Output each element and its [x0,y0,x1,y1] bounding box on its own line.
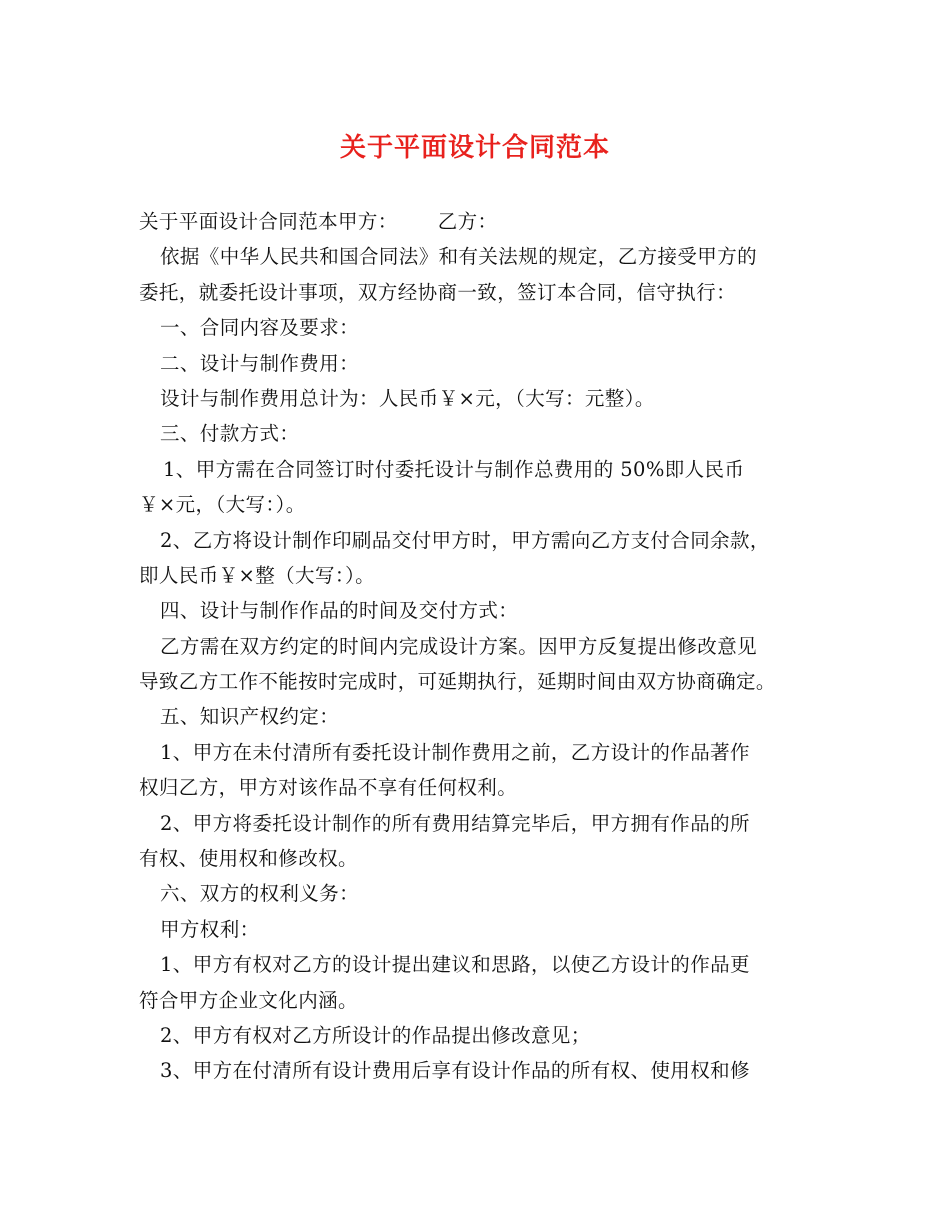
paragraph-line: 乙方需在双方约定的时间内完成设计方案。因甲方反复提出修改意见 [160,634,758,658]
section-heading: 一、合同内容及要求： [160,316,360,340]
paragraph-line: 导致乙方工作不能按时完成时，可延期执行，延期时间由双方协商确定。 [139,670,776,694]
section-heading: 六、双方的权利义务： [160,882,360,906]
paragraph-line: 即人民币￥×整（大写：）。 [139,563,376,587]
document-body [139,204,819,1089]
paragraph-line: 2、乙方将设计制作印刷品交付甲方时，甲方需向乙方支付合同余款， [160,528,770,552]
paragraph-line: 2、甲方有权对乙方所设计的作品提出修改意见； [160,1023,591,1047]
paragraph-line: 1、甲方有权对乙方的设计提出建议和思路，以使乙方设计的作品更 [160,953,750,977]
party-b-label: 乙方： [437,210,498,233]
paragraph-line: 依据《中华人民共和国合同法》和有关法规的规定，乙方接受甲方的 [160,245,758,269]
paragraph-line: 1、甲方在未付清所有委托设计制作费用之前，乙方设计的作品著作 [160,740,750,764]
section-heading: 五、知识产权约定： [160,705,340,729]
section-heading: 三、付款方式： [160,422,300,446]
section-heading: 二、设计与制作费用： [160,351,360,375]
party-a-label: 关于平面设计合同范本甲方： [139,210,398,233]
paragraph-line: ￥×元，（大写：）。 [139,493,306,517]
paragraph-line: 设计与制作费用总计为：人民币￥×元，（大写：元整）。 [160,386,655,410]
paragraph-line: 符合甲方企业文化内涵。 [139,988,358,1012]
subheading: 甲方权利： [160,917,260,941]
section-heading: 四、设计与制作作品的时间及交付方式： [160,599,519,623]
paragraph-line: 2、甲方将委托设计制作的所有费用结算完毕后，甲方拥有作品的所 [160,811,750,835]
paragraph-line: 权归乙方，甲方对该作品不享有任何权利。 [139,776,518,800]
paragraph-line: 委托，就委托设计事项，双方经协商一致，签订本合同，信守执行： [139,280,737,304]
paragraph-line: 3、甲方在付清所有设计费用后享有设计作品的所有权、使用权和修 [160,1059,750,1083]
document-title: 关于平面设计合同范本 [339,133,610,163]
paragraph-line: 1、甲方需在合同签订时付委托设计与制作总费用的 50%即人民币 [163,457,745,481]
party-line [139,204,819,239]
paragraph-line: 有权、使用权和修改权。 [139,847,358,871]
